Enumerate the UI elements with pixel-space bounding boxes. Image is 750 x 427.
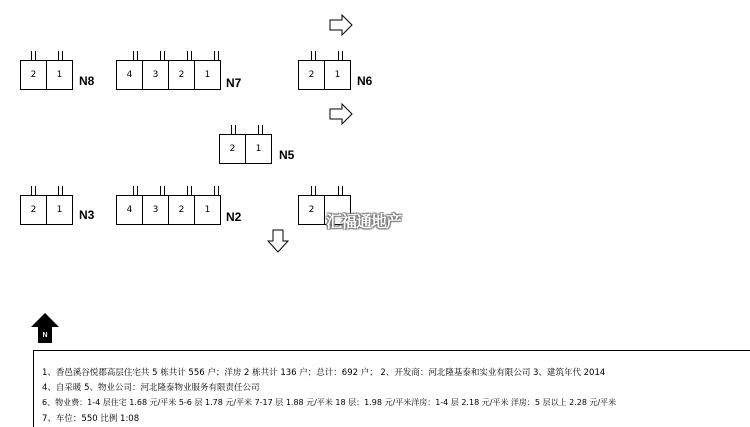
legend-line-3: 6、物业费：1-4 层住宅 1.68 元/平米 5-6 层 1.78 元/平米 7-17 层 1.88 元/平米 18 层：1.98 元/平米洋房：1-4 层 2.18 元/平米 洋房：5 层以上 2.28 元/平米 [42,398,617,407]
unit: 2 [20,195,47,225]
unit: 2 [298,195,325,225]
building-label: N8 [79,74,95,88]
building-label: N3 [79,208,95,222]
unit: 1 [194,195,221,225]
unit: 2 [168,195,195,225]
unit: 1 [324,60,351,90]
watermark: 汇福通地产 [326,212,402,231]
unit: 3 [142,60,169,90]
unit: 1 [46,60,73,90]
building-label: N5 [279,148,295,162]
north-label: N [42,332,48,339]
unit: 2 [20,60,47,90]
legend-box [33,350,750,427]
arrow-right-icon [329,103,353,125]
building-label: N6 [357,74,373,88]
building-label: N2 [226,210,242,224]
unit: 4 [116,195,143,225]
unit: 3 [142,195,169,225]
unit: 1 [46,195,73,225]
arrow-right-icon [329,14,353,36]
north-arrow-icon [30,312,60,344]
legend-line-1: 1、香邑溪谷悦郡高层住宅共 5 栋共计 556 户；洋房 2 栋共计 136 户；总计：692 户； 2、开发商：河北隆基泰和实业有限公司 3、建筑年代 2014 [42,368,606,378]
legend-line-4: 7、车位：550 比例 1:08 [42,414,140,424]
arrow-down-icon [267,229,289,253]
unit: 2 [219,134,246,164]
unit: 1 [245,134,272,164]
unit: 4 [116,60,143,90]
legend-line-2: 4、自采暖 5、物业公司：河北隆泰物业服务有限责任公司 [42,383,260,393]
unit: 2 [298,60,325,90]
unit: 2 [168,60,195,90]
building-label: N7 [226,76,242,90]
unit: 1 [194,60,221,90]
